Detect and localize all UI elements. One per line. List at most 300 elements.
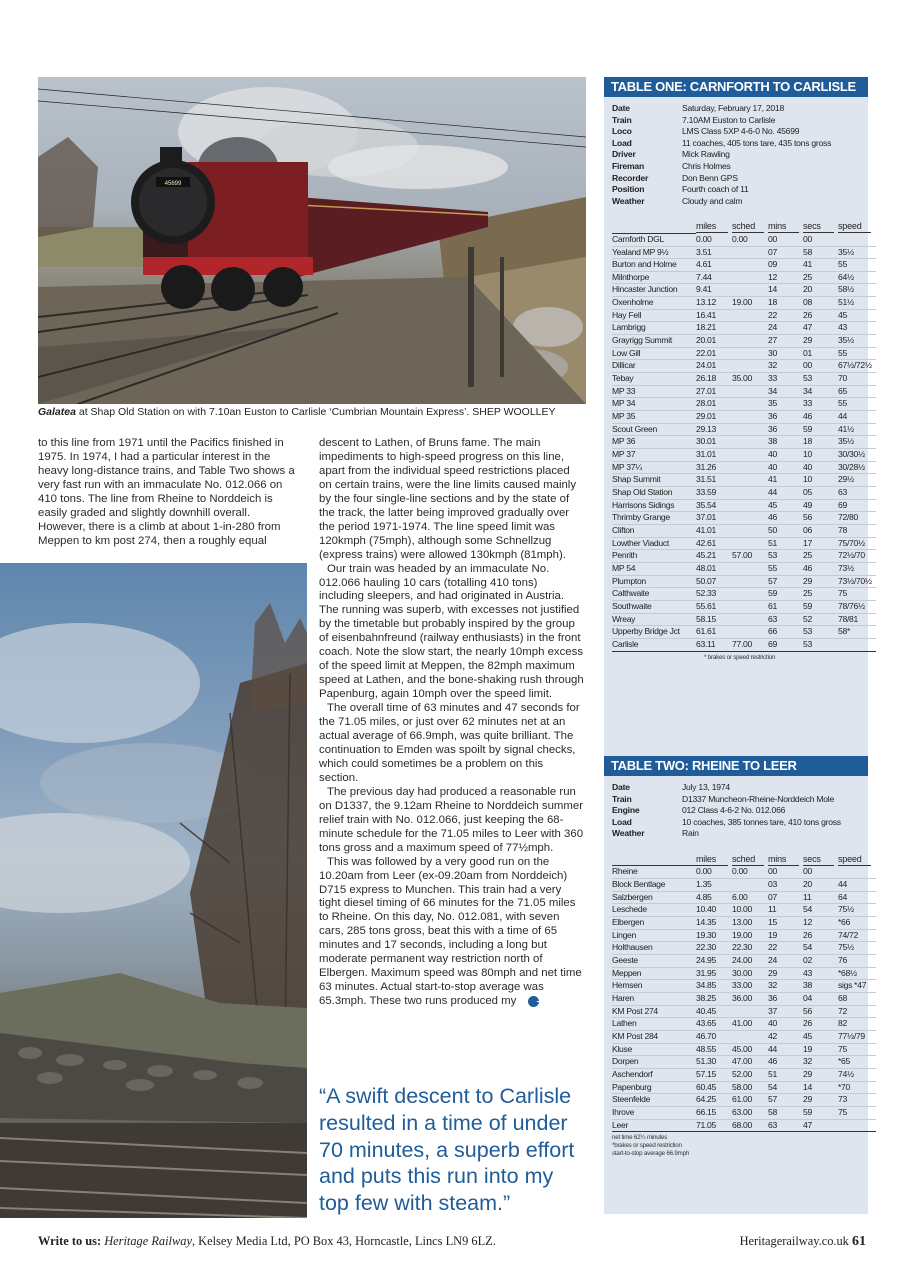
table-cell: 44 [768, 486, 803, 499]
station-name: Harrisons Sidings [612, 499, 696, 512]
table-row [612, 1018, 876, 1031]
table-row [612, 613, 876, 626]
table-cell: 19.30 [696, 929, 732, 942]
continue-arrow-icon: ➔ [528, 996, 539, 1007]
column-header [768, 220, 803, 233]
table-cell: 27.01 [696, 385, 732, 398]
table-two-box [604, 756, 868, 1214]
table-cell: 52.00 [732, 1068, 768, 1081]
table-cell: 50 [768, 524, 803, 537]
meta-key: Load [612, 137, 632, 148]
table-cell: 75½ [838, 904, 876, 917]
table-cell: 54 [768, 1081, 803, 1094]
column-header-label: speed [838, 220, 871, 233]
table-row [612, 259, 876, 272]
table-cell: 40.45 [696, 1005, 732, 1018]
table-one-title: TABLE ONE: CARNFORTH TO CARLISLE [604, 77, 868, 97]
table-cell [732, 537, 768, 550]
table-row [612, 297, 876, 310]
table-row [612, 423, 876, 436]
table-cell: 41.01 [696, 524, 732, 537]
table-cell: 55 [838, 398, 876, 411]
meta-key: Loco [612, 126, 632, 137]
column-header [838, 853, 876, 866]
table-cell: 46.70 [696, 1031, 732, 1044]
station-name: MP 37 [612, 449, 696, 462]
table-cell [732, 284, 768, 297]
meta-value: Mick Rawling [682, 149, 730, 160]
table-cell: 31.26 [696, 461, 732, 474]
station-name: Meppen [612, 967, 696, 980]
photo-landscape-stone-wall [0, 563, 307, 1218]
table-cell: 40 [803, 461, 838, 474]
station-name: Thrimby Grange [612, 512, 696, 525]
article-column-right [319, 437, 584, 1009]
table-cell: 20 [803, 284, 838, 297]
table-cell [732, 1031, 768, 1044]
table-cell: 58 [803, 246, 838, 259]
table-cell: 77½/79 [838, 1031, 876, 1044]
table-cell: 43 [803, 967, 838, 980]
table-cell: 34.85 [696, 980, 732, 993]
table-cell: *66 [838, 917, 876, 930]
table-cell: 59 [803, 1106, 838, 1119]
meta-row [612, 817, 860, 829]
meta-row [612, 149, 860, 161]
table-cell: 66.15 [696, 1106, 732, 1119]
table-cell: 61.00 [732, 1094, 768, 1107]
table-one-footnote: * brakes or speed restriction [704, 653, 776, 661]
table-cell: *70 [838, 1081, 876, 1094]
table-cell: 55 [838, 347, 876, 360]
column-header-label: mins [768, 220, 799, 233]
table-cell: 82 [838, 1018, 876, 1031]
table-cell: 55 [838, 259, 876, 272]
table-cell: 45 [838, 309, 876, 322]
table-cell: 10 [803, 474, 838, 487]
table-cell: 19 [768, 929, 803, 942]
table-row [612, 600, 876, 613]
table-row [612, 271, 876, 284]
station-name: Leschede [612, 904, 696, 917]
table-cell: 59 [803, 600, 838, 613]
table-cell: 41 [768, 474, 803, 487]
table-cell: 46 [803, 562, 838, 575]
station-name: Milnthorpe [612, 271, 696, 284]
table-cell: 12 [768, 271, 803, 284]
table-cell: 63 [838, 486, 876, 499]
table-cell [838, 1119, 876, 1132]
table-row [612, 1119, 876, 1132]
table-cell: 48.55 [696, 1043, 732, 1056]
table-cell: 35.54 [696, 499, 732, 512]
station-name: Geeste [612, 955, 696, 968]
station-name: Lathen [612, 1018, 696, 1031]
table-cell: 57 [768, 575, 803, 588]
table-cell: 40 [768, 461, 803, 474]
table-cell: 34 [768, 385, 803, 398]
table-two-title: TABLE TWO: RHEINE TO LEER [604, 756, 868, 776]
table-cell: 29.13 [696, 423, 732, 436]
table-cell: 53 [768, 550, 803, 563]
table-cell: 18.21 [696, 322, 732, 335]
table-cell: 73½/70½ [838, 575, 876, 588]
station-name: Grayrigg Summit [612, 335, 696, 348]
table-cell: 36 [768, 423, 803, 436]
table-cell: 75 [838, 1106, 876, 1119]
table-cell [732, 385, 768, 398]
table-cell: 64 [838, 891, 876, 904]
table-cell [732, 486, 768, 499]
table-cell: 36 [768, 993, 803, 1006]
table-row [612, 512, 876, 525]
table-cell: 38.25 [696, 993, 732, 1006]
meta-value: 012 Class 4-6-2 No. 012.066 [682, 805, 786, 816]
table-cell: 40 [768, 449, 803, 462]
table-one-box [604, 77, 872, 767]
table-row [612, 879, 876, 892]
footer-magazine: Heritage Railway [104, 1234, 192, 1248]
station-name: Kluse [612, 1043, 696, 1056]
table-cell [732, 449, 768, 462]
table-cell: 26.18 [696, 373, 732, 386]
station-name: Calthwaite [612, 588, 696, 601]
table-cell: 58 [768, 1106, 803, 1119]
table-cell: 13.00 [732, 917, 768, 930]
table-cell: 00 [803, 360, 838, 373]
station-name: Aschendorf [612, 1068, 696, 1081]
meta-value: Fourth coach of 11 [682, 184, 749, 195]
table-cell: 30.01 [696, 436, 732, 449]
table-cell: 57.15 [696, 1068, 732, 1081]
table-cell: 4.85 [696, 891, 732, 904]
table-row [612, 537, 876, 550]
table-cell: 0.00 [732, 866, 768, 879]
column-header [732, 853, 768, 866]
table-cell: 29 [803, 335, 838, 348]
table-cell: 64.25 [696, 1094, 732, 1107]
station-name: Papenburg [612, 1081, 696, 1094]
table-cell [838, 638, 876, 651]
table-cell: 45 [768, 499, 803, 512]
table-cell: 72/80 [838, 512, 876, 525]
table-cell: 10.40 [696, 904, 732, 917]
meta-row [612, 782, 860, 794]
table-cell: 78 [838, 524, 876, 537]
table-cell: 46 [768, 512, 803, 525]
footer-write-label: Write to us: [38, 1234, 102, 1248]
meta-row [612, 196, 860, 208]
table-row [612, 385, 876, 398]
meta-key: Date [612, 103, 630, 113]
table-cell: 19.00 [732, 929, 768, 942]
station-name: Salzbergen [612, 891, 696, 904]
table-cell: 9.41 [696, 284, 732, 297]
column-header-label: mins [768, 853, 799, 866]
table-cell [732, 588, 768, 601]
table-cell: 53 [803, 373, 838, 386]
station-name: MP 34 [612, 398, 696, 411]
table-row [612, 1094, 876, 1107]
table-row [612, 246, 876, 259]
meta-value: LMS Class 5XP 4-6-0 No. 45699 [682, 126, 800, 137]
table-cell: 30/28½ [838, 461, 876, 474]
table-cell: 26 [803, 309, 838, 322]
table-cell: 57 [768, 1094, 803, 1107]
table-cell: 68.00 [732, 1119, 768, 1132]
meta-key: Driver [612, 149, 636, 160]
table-cell: 51½ [838, 297, 876, 310]
table-cell: 04 [803, 993, 838, 1006]
table-cell: 22.01 [696, 347, 732, 360]
meta-key: Weather [612, 828, 645, 839]
table-row [612, 575, 876, 588]
station-name: Wreay [612, 613, 696, 626]
table-cell: 33.00 [732, 980, 768, 993]
station-name: MP 33 [612, 385, 696, 398]
table-cell: 6.00 [732, 891, 768, 904]
table-cell: 58* [838, 626, 876, 639]
table-cell: 43.65 [696, 1018, 732, 1031]
table-cell: 22 [768, 309, 803, 322]
table-cell [732, 309, 768, 322]
table-two-meta [612, 782, 860, 840]
meta-key: Load [612, 816, 632, 827]
table-row [612, 398, 876, 411]
table-cell: 01 [803, 347, 838, 360]
table-row [612, 967, 876, 980]
table-cell [732, 347, 768, 360]
table-cell [732, 512, 768, 525]
table-cell: 58½ [838, 284, 876, 297]
table-cell: 19.00 [732, 297, 768, 310]
table-cell: 63.00 [732, 1106, 768, 1119]
table-cell: 20.01 [696, 335, 732, 348]
article-column-left [38, 437, 296, 549]
table-cell [732, 461, 768, 474]
meta-row [612, 138, 860, 150]
table-cell: 75/70½ [838, 537, 876, 550]
meta-key: Recorder [612, 172, 649, 183]
station-name: Upperby Bridge Jct [612, 626, 696, 639]
station-name: Shap Summit [612, 474, 696, 487]
column-header [768, 853, 803, 866]
table-cell: 14 [768, 284, 803, 297]
table-cell: 37.01 [696, 512, 732, 525]
table-cell: 32 [803, 1056, 838, 1069]
meta-key: Weather [612, 195, 645, 206]
table-cell: 52 [803, 613, 838, 626]
table-cell: 28.01 [696, 398, 732, 411]
table-cell: 36 [768, 411, 803, 424]
paragraph: Our train was headed by an immaculate No. 012.066 hauling 10 cars (totalling 410 tons) including sleepers, and had originated in Austria. The running was superb, with excesses not justified by the timetable but probably inspired by the group of eisenbahnfreund (railway enthusiasts) in the front coach. Note the slow start, the nearly 10mph excess of the speed limit at Meppen, the 82mph maximum speed at Lathen, and the bone-shaking rush through Papenburg, again 10mph over the speed limit. [319, 562, 584, 701]
station-name: Hincaster Junction [612, 284, 696, 297]
station-name: MP 35 [612, 411, 696, 424]
table-row [612, 917, 876, 930]
station-name: Block Bentlage [612, 879, 696, 892]
table-cell: 29½ [838, 474, 876, 487]
pull-quote: “A swift descent to Carlisle resulted in a time of under 70 minutes, a superb effort and puts this run into my top few with steam.” [319, 1084, 575, 1216]
table-row [612, 335, 876, 348]
meta-row [612, 115, 860, 127]
station-name: Hemsen [612, 980, 696, 993]
table-cell: 75 [838, 1043, 876, 1056]
table-cell: 41.00 [732, 1018, 768, 1031]
table-cell [732, 879, 768, 892]
table-cell: 27 [768, 335, 803, 348]
table-row [612, 891, 876, 904]
meta-row [612, 828, 860, 840]
station-name: Burton and Holme [612, 259, 696, 272]
station-name: Carnforth DGL [612, 233, 696, 246]
table-cell: *65 [838, 1056, 876, 1069]
table-cell: 00 [768, 866, 803, 879]
table-cell: 09 [768, 259, 803, 272]
landscape-illustration [0, 563, 307, 1218]
table-cell: 19 [803, 1043, 838, 1056]
table-cell: 67½/72½ [838, 360, 876, 373]
table-cell [732, 259, 768, 272]
table-cell: 57.00 [732, 550, 768, 563]
table-row [612, 449, 876, 462]
table-cell: 7.44 [696, 271, 732, 284]
table-cell: 78/76½ [838, 600, 876, 613]
column-header-label: miles [696, 853, 728, 866]
table-cell: 4.61 [696, 259, 732, 272]
table-cell: 55.61 [696, 600, 732, 613]
station-name: Shap Old Station [612, 486, 696, 499]
table-cell: 38 [768, 436, 803, 449]
table-row [612, 1005, 876, 1018]
table-row [612, 373, 876, 386]
table-cell: 33 [803, 398, 838, 411]
meta-value: Chris Holmes [682, 160, 731, 171]
table-cell: 11 [768, 904, 803, 917]
table-cell: 24 [768, 955, 803, 968]
table-cell: 41 [803, 259, 838, 272]
table-cell: 61.61 [696, 626, 732, 639]
table-row [612, 562, 876, 575]
meta-value: Rain [682, 828, 699, 839]
station-name: Plumpton [612, 575, 696, 588]
table-cell: 02 [803, 955, 838, 968]
table-cell: 26 [803, 1018, 838, 1031]
station-name: MP 36 [612, 436, 696, 449]
smokebox-number: 45699 [164, 181, 182, 187]
column-header [803, 220, 838, 233]
station-name: Leer [612, 1119, 696, 1132]
table-cell: 0.00 [696, 866, 732, 879]
table-cell: 18 [768, 297, 803, 310]
station-name: Carlisle [612, 638, 696, 651]
table-cell: 64½ [838, 271, 876, 284]
table-row [612, 942, 876, 955]
table-cell: 24.00 [732, 955, 768, 968]
table-cell: 42.61 [696, 537, 732, 550]
table-cell: 35½ [838, 436, 876, 449]
station-name: Dillicar [612, 360, 696, 373]
table-cell: 63.11 [696, 638, 732, 651]
table-cell: 46 [768, 1056, 803, 1069]
table-cell [732, 271, 768, 284]
table-cell: 56 [803, 1005, 838, 1018]
table-cell: 29 [803, 1094, 838, 1107]
table-cell: 07 [768, 246, 803, 259]
table-cell: 13.12 [696, 297, 732, 310]
table-cell [732, 246, 768, 259]
table-row [612, 1043, 876, 1056]
station-name: Rheine [612, 866, 696, 879]
locomotive-illustration [38, 77, 586, 404]
table-cell: 33 [768, 373, 803, 386]
paragraph: to this line from 1971 until the Pacifics finished in 1975. In 1974, I had a particular interest in the heavy long-distance trains, and Table Two shows a very fast run with an immaculate No. 012.066 on 410 tons. The line from Rheine to Norddeich is easily graded and slightly downhill overall. However, there is a climb at about 1-in-280 from Meppen to km post 274, then a roughly equal [38, 437, 295, 547]
station-name: Penrith [612, 550, 696, 563]
station-name: Steenfelde [612, 1094, 696, 1107]
paragraph: The previous day had produced a reasonable run on D1337, the 9.12am Rheine to Norddeich summer relief train with No. 012.066, just keeping the 68-minute schedule for the 71.05 miles to Leer with 360 tons gross and a maximum speed of 77½mph. [319, 785, 584, 854]
table-row [612, 955, 876, 968]
table-cell [732, 436, 768, 449]
table-cell: 73 [838, 1094, 876, 1107]
table-cell: 48.01 [696, 562, 732, 575]
table-row [612, 474, 876, 487]
table-cell: 46 [803, 411, 838, 424]
table-cell: 3.51 [696, 246, 732, 259]
table-cell: 10 [803, 449, 838, 462]
table-cell: 32 [768, 360, 803, 373]
table-cell: 78/81 [838, 613, 876, 626]
table-row [612, 866, 876, 879]
table-cell: 72 [838, 1005, 876, 1018]
table-cell: 56 [803, 512, 838, 525]
meta-key: Train [612, 793, 632, 804]
table-cell: 31.51 [696, 474, 732, 487]
table-two-footnote: start-to-stop average 66.9mph [612, 1150, 690, 1158]
column-header [696, 220, 732, 233]
table-cell: 16.41 [696, 309, 732, 322]
table-cell: 20 [803, 879, 838, 892]
paragraph-text: This was followed by a very good run on the 10.20am from Leer (ex-09.20am from Norddeich) D715 express to Munchen. This train had a very tight diesel timing of 66 minutes for the 71.05 miles to Rheine. On this day, No. 012.081, with seven cars, 285 tons gross, beat this with a time of 65 minutes and 17 seconds, including a long but moderate permanent way restriction north of Elbergen. Maximum speed was 80mph and net time 63 minutes. Actual start-to-stop average was 65.3mph. These two runs produced my [319, 855, 582, 1008]
station-name: Tebay [612, 373, 696, 386]
table-cell: 71.05 [696, 1119, 732, 1132]
column-header-label: sched [732, 220, 764, 233]
table-cell: 73½ [838, 562, 876, 575]
meta-value: D1337 Muncheon-Rheine-Norddeich Mole [682, 793, 834, 804]
table-row [612, 929, 876, 942]
station-name: Lowther Viaduct [612, 537, 696, 550]
table-row [612, 284, 876, 297]
table-cell: 29.01 [696, 411, 732, 424]
column-header [612, 220, 696, 233]
table-cell [732, 562, 768, 575]
column-header [732, 220, 768, 233]
table-cell: 52.33 [696, 588, 732, 601]
table-cell: 50.07 [696, 575, 732, 588]
table-cell: 18 [803, 436, 838, 449]
station-name: KM Post 274 [612, 1005, 696, 1018]
station-name: Lambrigg [612, 322, 696, 335]
table-row [612, 347, 876, 360]
meta-row [612, 161, 860, 173]
table-cell: 65 [838, 385, 876, 398]
table-cell [732, 613, 768, 626]
table-row [612, 980, 876, 993]
table-cell: 63 [768, 613, 803, 626]
table-row [612, 411, 876, 424]
station-name: Clifton [612, 524, 696, 537]
table-cell: 40 [768, 1018, 803, 1031]
station-name: Hay Fell [612, 309, 696, 322]
table-cell [732, 360, 768, 373]
